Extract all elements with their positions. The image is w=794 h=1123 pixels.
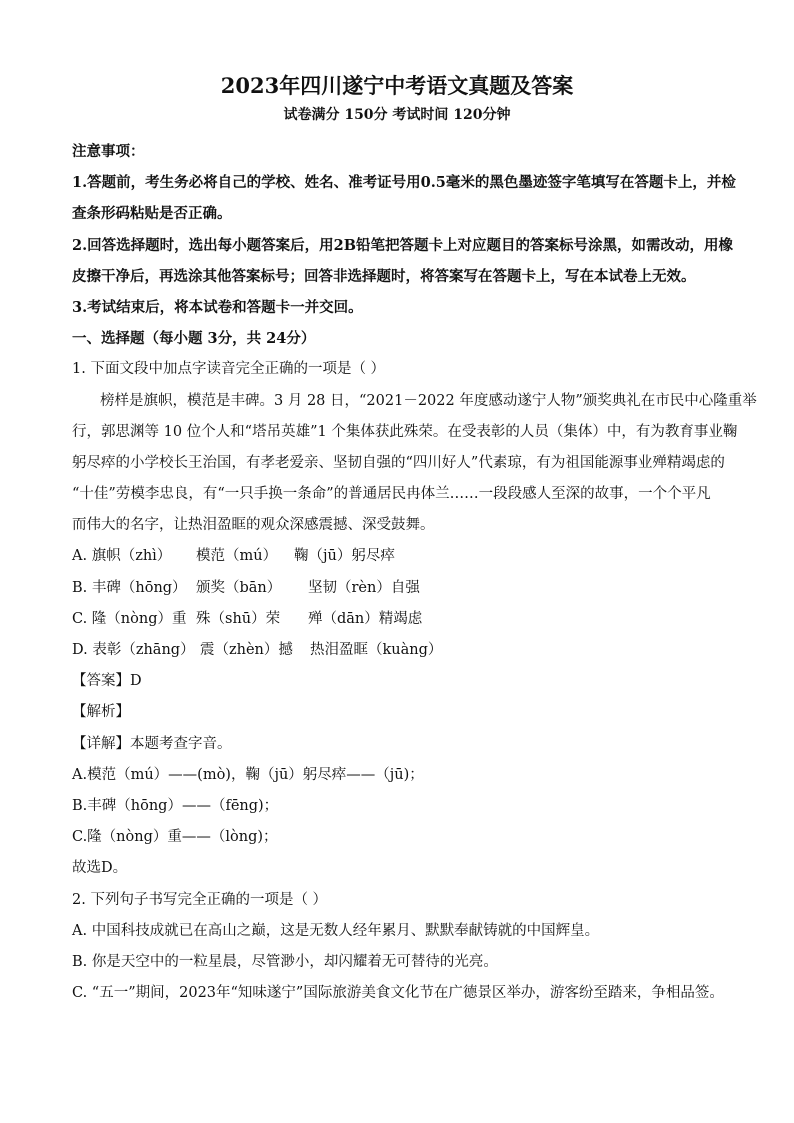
q2-option-c: C. “五一”期间，2023年“知味遂宁”国际旅游美食文化节在广德景区举办，游客纷至踏来，争相品签。 — [72, 985, 724, 1002]
exam-info: 试卷满分 150分 考试时间 120分钟 — [283, 107, 511, 123]
notice-line: 查条形码粘贴是否正确。 — [72, 205, 232, 223]
option-d-part: D. 表彰（zhāng） — [72, 642, 195, 658]
option-b — [72, 573, 752, 604]
option-c-part: C. 隆（nòng）重 — [72, 610, 187, 627]
analysis-label: 【解析】 — [72, 704, 130, 721]
notice-heading: 注意事项： — [72, 143, 145, 160]
passage-line: 躬尽瘁的小学校长王治国，有孝老爱亲、坚韧自强的“四川好人”代素琼，有为祖国能源事业殚精竭虑的 — [72, 454, 725, 471]
option-b-part: 颁奖（bān） — [196, 579, 282, 596]
section-heading: 一、选择题（每小题 3分，共 24分） — [72, 330, 316, 348]
detail-line: C.隆（nòng）重——（lòng)； — [72, 829, 278, 846]
option-a — [72, 541, 752, 572]
notice-line: 3.考试结束后，将本试卷和答题卡一并交回。 — [72, 298, 363, 316]
option-a-part: A. 旗帜（zhì） — [72, 548, 172, 565]
option-c-part: 殚（dān）精竭虑 — [308, 610, 423, 627]
question-2-stem: 2. 下列句子书写完全正确的一项是（ ） — [72, 891, 328, 908]
question-1-stem: 1. 下面文段中加点字读音完全正确的一项是（ ） — [72, 361, 386, 378]
passage-line: 而伟大的名字，让热泪盈眶的观众深感震撼、深受鼓舞。 — [72, 517, 435, 534]
detail-line: A.模范（mú）——(mò)，鞠（jū）躬尽瘁——（jū)； — [72, 766, 424, 783]
option-a-part: 模范（mú） — [196, 548, 278, 565]
notice-line: 1.答题前，考生务必将自己的学校、姓名、准考证号用0.5毫米的黑色墨迹签字笔填写在答题卡上，并检 — [72, 174, 736, 192]
detail-line: 故选D。 — [72, 860, 128, 877]
document-body — [72, 136, 757, 1009]
passage-line: “十佳”劳模李忠良，有“一只手换一条命”的普通居民冉体兰……一段段感人至深的故事，一个个平凡 — [72, 486, 711, 503]
option-b-part: 坚韧（rèn）自强 — [308, 579, 420, 596]
option-d-part: 热泪盈眶（kuàng） — [310, 642, 443, 658]
answer-label: 【答案】D — [72, 673, 142, 690]
q2-option-b: B. 你是天空中的一粒星晨，尽管渺小，却闪耀着无可替待的光亮。 — [72, 953, 498, 970]
option-a-part: 鞠（jū）躬尽瘁 — [294, 548, 395, 565]
option-b-part: B. 丰碑（hōng） — [72, 579, 187, 596]
notice-line: 2.回答选择题时，选出每小题答案后，用2B铅笔把答题卡上对应题目的答案标号涂黑，如需改动，用橡 — [72, 236, 733, 254]
q2-option-a: A. 中国科技成就已在高山之巅，这是无数人经年累月、默默奉献铸就的中国辉皇。 — [72, 922, 600, 939]
passage-line: 行，郭思渊等 10 位个人和“塔吊英雄”1 个集体获此殊荣。在受表彰的人员（集体）中，有为教育事业鞠 — [72, 423, 738, 440]
option-d — [72, 635, 752, 666]
detail-line: B.丰碑（hōng）——（fēng)； — [72, 797, 279, 814]
option-d-part: 震（zhèn）撼 — [200, 642, 293, 658]
detail-label: 【详解】本题考查字音。 — [72, 735, 232, 752]
passage-line: 榜样是旗帜，模范是丰碑。3 月 28 日，“2021－2022 年度感动遂宁人物”颁奖典礼在市民中心隆重举 — [100, 392, 757, 409]
option-c — [72, 604, 752, 635]
option-c-part: 殊（shū）荣 — [196, 610, 281, 627]
notice-line: 皮擦干净后，再选涂其他答案标号；回答非选择题时，将答案写在答题卡上，写在本试卷上无效。 — [72, 267, 696, 285]
document-title: 2023年四川遂宁中考语文真题及答案 — [220, 73, 574, 98]
